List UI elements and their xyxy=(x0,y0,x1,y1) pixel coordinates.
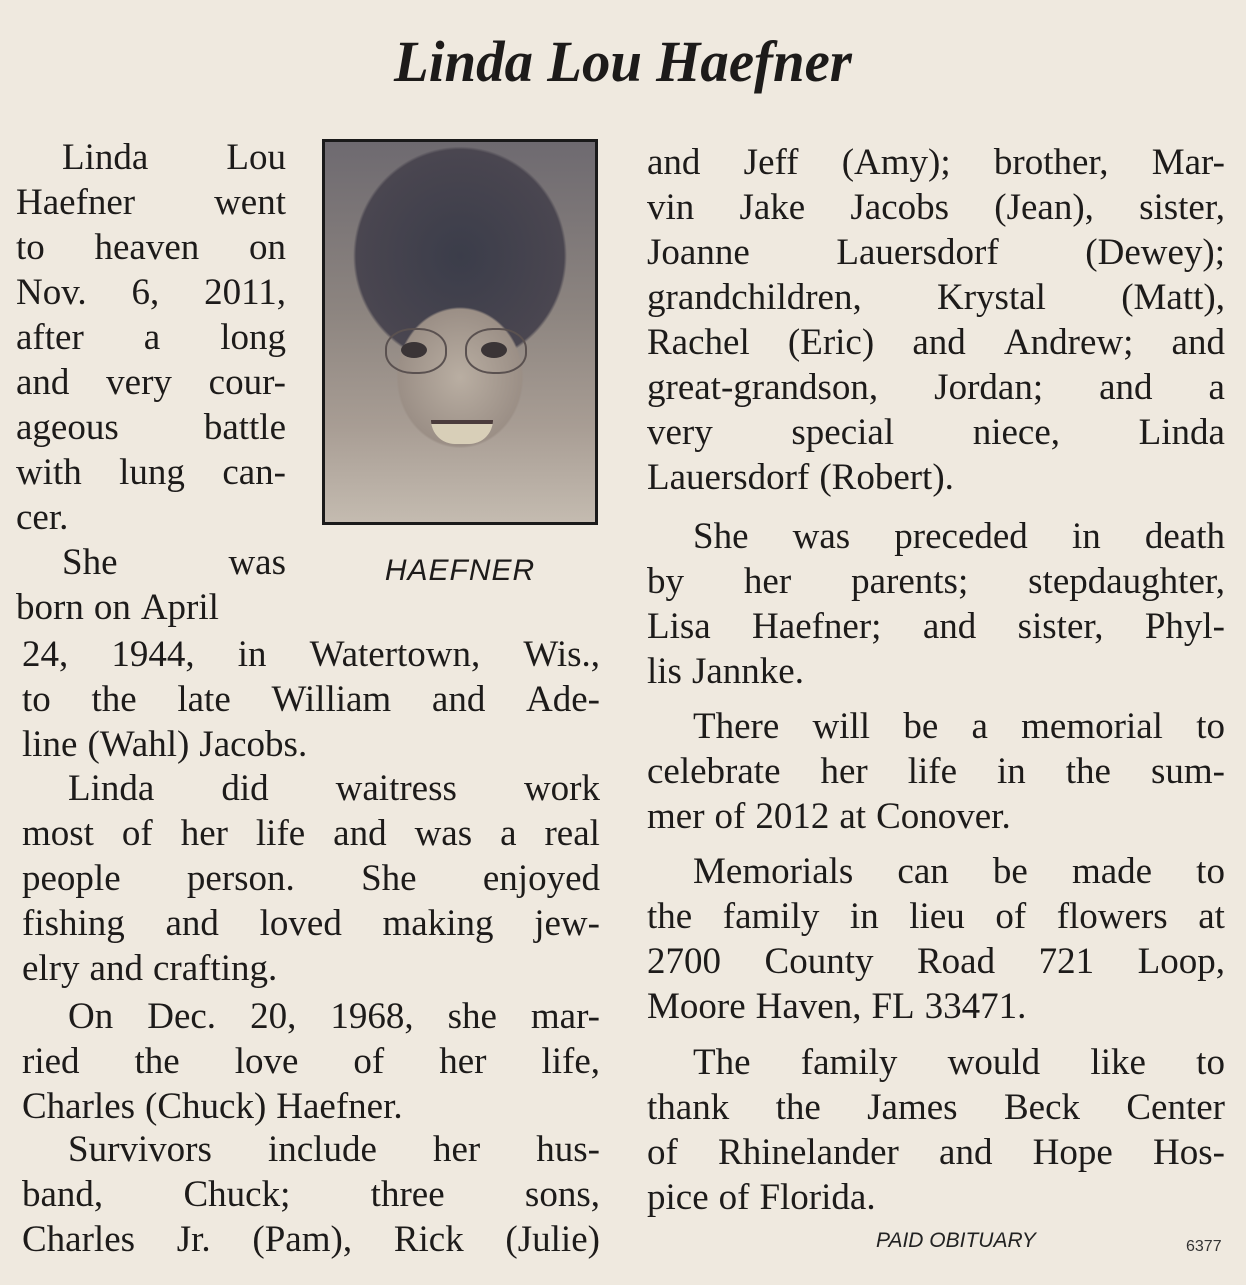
word: of xyxy=(121,813,153,854)
word: enjoyed xyxy=(482,858,600,899)
word: James xyxy=(867,1087,958,1128)
word: Linda xyxy=(62,137,149,178)
word: On xyxy=(68,996,114,1037)
text-line xyxy=(647,515,1225,559)
word: County xyxy=(764,941,874,982)
text-line xyxy=(647,1176,1225,1220)
text-line xyxy=(22,857,600,901)
word: parents; xyxy=(851,561,969,602)
word: life xyxy=(255,813,306,854)
word: the xyxy=(647,896,693,937)
word: most xyxy=(22,813,94,854)
word: her xyxy=(432,1129,481,1170)
word: Loop, xyxy=(1137,941,1225,982)
text-line xyxy=(16,316,286,360)
text-line xyxy=(22,1085,600,1129)
word: Jordan; xyxy=(934,367,1044,408)
word: went xyxy=(214,182,286,223)
word: family xyxy=(722,896,820,937)
word: April xyxy=(140,587,219,628)
word: and xyxy=(922,606,977,647)
word: Hos- xyxy=(1153,1132,1225,1173)
word: (Chuck) xyxy=(145,1086,267,1127)
word: of xyxy=(995,896,1027,937)
word: special xyxy=(791,412,895,453)
word: elry xyxy=(22,948,80,989)
word: celebrate xyxy=(647,751,781,792)
word: a xyxy=(971,706,988,747)
word: Lisa xyxy=(647,606,711,647)
text-line xyxy=(647,850,1225,894)
word: in xyxy=(849,896,879,937)
word: at xyxy=(1198,896,1225,937)
word: and xyxy=(431,679,486,720)
smile xyxy=(431,420,493,444)
word: She xyxy=(361,858,417,899)
text-line xyxy=(22,1173,600,1217)
word: 2700 xyxy=(647,941,721,982)
word: Dec. xyxy=(147,996,217,1037)
word: Lauersdorf xyxy=(836,232,999,273)
word: her xyxy=(439,1041,487,1082)
word: and xyxy=(912,322,966,363)
word: three xyxy=(370,1174,445,1215)
word: FL xyxy=(871,986,915,1027)
text-line xyxy=(22,812,600,856)
word: Jeff xyxy=(743,142,799,183)
word: (Jean), xyxy=(994,187,1094,228)
text-line xyxy=(16,271,286,315)
word: flowers xyxy=(1056,896,1168,937)
word: battle xyxy=(203,407,286,448)
word: real xyxy=(544,813,600,854)
word: brother, xyxy=(993,142,1109,183)
word: (Matt), xyxy=(1121,277,1225,318)
word: pice xyxy=(647,1177,709,1218)
text-line xyxy=(647,276,1225,320)
word: Krystal xyxy=(937,277,1046,318)
word: The xyxy=(693,1042,751,1083)
word: mer xyxy=(647,796,705,837)
word: was xyxy=(414,813,473,854)
word: at xyxy=(839,796,867,837)
word: to xyxy=(1196,851,1225,892)
word: the xyxy=(1065,751,1111,792)
text-line xyxy=(22,1128,600,1172)
word: of xyxy=(647,1132,678,1173)
word: (Dewey); xyxy=(1085,232,1225,273)
word: Nov. xyxy=(16,272,87,313)
word: life, xyxy=(541,1041,600,1082)
word: Haefner. xyxy=(276,1086,403,1127)
word: Jr. xyxy=(176,1219,211,1260)
text-line xyxy=(22,1040,600,1084)
word: cour- xyxy=(208,362,286,403)
word: Haven, xyxy=(755,986,862,1027)
word: Chuck; xyxy=(183,1174,291,1215)
word: was xyxy=(792,516,851,557)
right-eye xyxy=(481,342,507,358)
word: people xyxy=(22,858,121,899)
word: and xyxy=(1099,367,1153,408)
text-line xyxy=(647,456,1225,500)
text-line xyxy=(647,560,1225,604)
word: on xyxy=(249,227,286,268)
portrait-photo xyxy=(322,139,598,525)
word: Center xyxy=(1126,1087,1225,1128)
word: 1968, xyxy=(330,996,414,1037)
word: the xyxy=(775,1087,821,1128)
word: Haefner; xyxy=(752,606,882,647)
word: and xyxy=(939,1132,993,1173)
text-line xyxy=(647,141,1225,185)
word: (Amy); xyxy=(841,142,951,183)
word: Beck xyxy=(1003,1087,1080,1128)
word: sons, xyxy=(524,1174,600,1215)
word: Andrew; xyxy=(1003,322,1134,363)
word: of xyxy=(714,796,746,837)
ad-code: 6377 xyxy=(1186,1238,1222,1255)
word: Mar- xyxy=(1151,142,1225,183)
word: jew- xyxy=(534,903,600,944)
left-eye xyxy=(401,342,427,358)
word: Linda xyxy=(68,768,155,809)
text-line xyxy=(16,226,286,270)
word: Linda xyxy=(1138,412,1225,453)
obituary-title: Linda Lou Haefner xyxy=(394,29,852,94)
word: sister, xyxy=(1017,606,1104,647)
text-line xyxy=(22,633,600,677)
text-line xyxy=(16,361,286,405)
word: in xyxy=(237,634,267,675)
word: Moore xyxy=(647,986,746,1027)
word: sum- xyxy=(1150,751,1225,792)
text-line xyxy=(22,767,600,811)
text-line xyxy=(647,940,1225,984)
word: 2012 xyxy=(755,796,830,837)
text-line xyxy=(647,985,1225,1029)
word: 20, xyxy=(250,996,297,1037)
word: Memorials xyxy=(693,851,854,892)
word: heaven xyxy=(94,227,200,268)
word: band, xyxy=(22,1174,104,1215)
word: mar- xyxy=(530,996,600,1037)
word: lis xyxy=(647,651,682,692)
word: family xyxy=(800,1042,898,1083)
word: grandchildren, xyxy=(647,277,862,318)
word: and xyxy=(89,948,143,989)
word: by xyxy=(647,561,684,602)
text-line xyxy=(22,995,600,1039)
text-line xyxy=(647,411,1225,455)
word: 1944, xyxy=(111,634,195,675)
word: Haefner xyxy=(16,182,136,223)
word: (Robert). xyxy=(819,457,954,498)
word: loved xyxy=(259,903,342,944)
word: a xyxy=(143,317,161,358)
text-line xyxy=(647,650,1225,694)
word: a xyxy=(500,813,517,854)
word: very xyxy=(647,412,713,453)
word: Jake xyxy=(739,187,806,228)
word: with xyxy=(16,452,82,493)
word: Phyl- xyxy=(1144,606,1225,647)
word: preceded xyxy=(894,516,1028,557)
word: to xyxy=(1196,706,1225,747)
word: Hope xyxy=(1032,1132,1113,1173)
word: death xyxy=(1144,516,1225,557)
word: William xyxy=(271,679,392,720)
word: Ade- xyxy=(526,679,600,720)
text-line xyxy=(647,1041,1225,1085)
word: long xyxy=(220,317,286,358)
word: her xyxy=(743,561,792,602)
word: did xyxy=(221,768,269,809)
word: stepdaughter, xyxy=(1028,561,1225,602)
word: would xyxy=(947,1042,1041,1083)
word: of xyxy=(353,1041,385,1082)
word: Lou xyxy=(226,137,286,178)
word: late xyxy=(177,679,231,720)
text-line xyxy=(647,705,1225,749)
word: be xyxy=(992,851,1028,892)
word: can- xyxy=(222,452,286,493)
word: she xyxy=(447,996,497,1037)
word: of xyxy=(718,1177,750,1218)
word: born xyxy=(16,587,84,628)
text-line xyxy=(647,1086,1225,1130)
text-line xyxy=(16,406,286,450)
text-line xyxy=(647,750,1225,794)
word: (Wahl) xyxy=(87,724,190,765)
word: Rachel xyxy=(647,322,750,363)
text-line xyxy=(647,186,1225,230)
word: great-grandson, xyxy=(647,367,879,408)
word: love xyxy=(234,1041,299,1082)
word: include xyxy=(267,1129,377,1170)
word: memorial xyxy=(1021,706,1163,747)
text-line xyxy=(647,366,1225,410)
word: in xyxy=(997,751,1026,792)
word: Charles xyxy=(22,1086,136,1127)
word: the xyxy=(91,679,137,720)
word: Wis., xyxy=(523,634,600,675)
text-line xyxy=(16,181,286,225)
word: She xyxy=(62,542,118,583)
word: her xyxy=(180,813,228,854)
text-line xyxy=(22,947,600,991)
word: There xyxy=(693,706,780,747)
text-line xyxy=(647,795,1225,839)
word: Jacobs xyxy=(850,187,950,228)
word: 6, xyxy=(131,272,160,313)
word: (Julie) xyxy=(505,1219,600,1260)
word: Conover. xyxy=(876,796,1011,837)
text-line xyxy=(22,1218,600,1262)
text-line xyxy=(22,723,600,767)
word: person. xyxy=(186,858,295,899)
word: very xyxy=(106,362,172,403)
word: can xyxy=(897,851,949,892)
word: Rhinelander xyxy=(718,1132,899,1173)
word: 24, xyxy=(22,634,69,675)
word: and xyxy=(333,813,387,854)
word: waitress xyxy=(335,768,457,809)
word: 2011, xyxy=(204,272,286,313)
word: fishing xyxy=(22,903,125,944)
text-line xyxy=(22,678,600,722)
word: (Pam), xyxy=(252,1219,353,1260)
word: on xyxy=(93,587,131,628)
word: niece, xyxy=(972,412,1061,453)
word: was xyxy=(228,542,286,583)
word: the xyxy=(134,1041,180,1082)
word: ageous xyxy=(16,407,119,448)
text-line xyxy=(16,496,286,540)
word: Florida. xyxy=(759,1177,876,1218)
word: 33471. xyxy=(924,986,1027,1027)
word: like xyxy=(1090,1042,1146,1083)
word: sister, xyxy=(1139,187,1225,228)
word: will xyxy=(812,706,871,747)
text-line xyxy=(647,1131,1225,1175)
text-line xyxy=(16,451,286,495)
text-line xyxy=(16,586,286,630)
word: Lauersdorf xyxy=(647,457,810,498)
word: her xyxy=(820,751,868,792)
word: making xyxy=(382,903,494,944)
word: Charles xyxy=(22,1219,136,1260)
word: line xyxy=(22,724,78,765)
word: to xyxy=(22,679,51,720)
word: to xyxy=(1196,1042,1225,1083)
word: Jacobs. xyxy=(199,724,308,765)
word: Watertown, xyxy=(309,634,481,675)
word: cer. xyxy=(16,497,69,538)
text-line xyxy=(647,231,1225,275)
word: Rick xyxy=(393,1219,464,1260)
text-line xyxy=(16,541,286,585)
word: life xyxy=(907,751,958,792)
word: and xyxy=(1171,322,1225,363)
text-line xyxy=(22,902,600,946)
word: a xyxy=(1208,367,1225,408)
word: to xyxy=(16,227,45,268)
word: and xyxy=(647,142,701,183)
word: crafting. xyxy=(152,948,278,989)
text-line xyxy=(647,321,1225,365)
word: She xyxy=(693,516,749,557)
word: hus- xyxy=(536,1129,600,1170)
paid-obituary-label: PAID OBITUARY xyxy=(876,1229,1036,1252)
word: in xyxy=(1071,516,1101,557)
word: thank xyxy=(647,1087,730,1128)
word: ried xyxy=(22,1041,80,1082)
photo-caption: HAEFNER xyxy=(384,554,536,587)
word: (Eric) xyxy=(787,322,875,363)
word: after xyxy=(16,317,84,358)
text-line xyxy=(647,605,1225,649)
word: be xyxy=(903,706,939,747)
word: Jannke. xyxy=(691,651,804,692)
word: work xyxy=(523,768,600,809)
word: made xyxy=(1071,851,1153,892)
word: vin xyxy=(647,187,695,228)
word: Survivors xyxy=(68,1129,212,1170)
word: lieu xyxy=(909,896,965,937)
text-line xyxy=(16,136,286,180)
word: Road xyxy=(917,941,996,982)
text-line xyxy=(647,895,1225,939)
word: and xyxy=(16,362,70,403)
word: 721 xyxy=(1038,941,1095,982)
word: Joanne xyxy=(647,232,750,273)
word: lung xyxy=(119,452,185,493)
word: and xyxy=(165,903,219,944)
